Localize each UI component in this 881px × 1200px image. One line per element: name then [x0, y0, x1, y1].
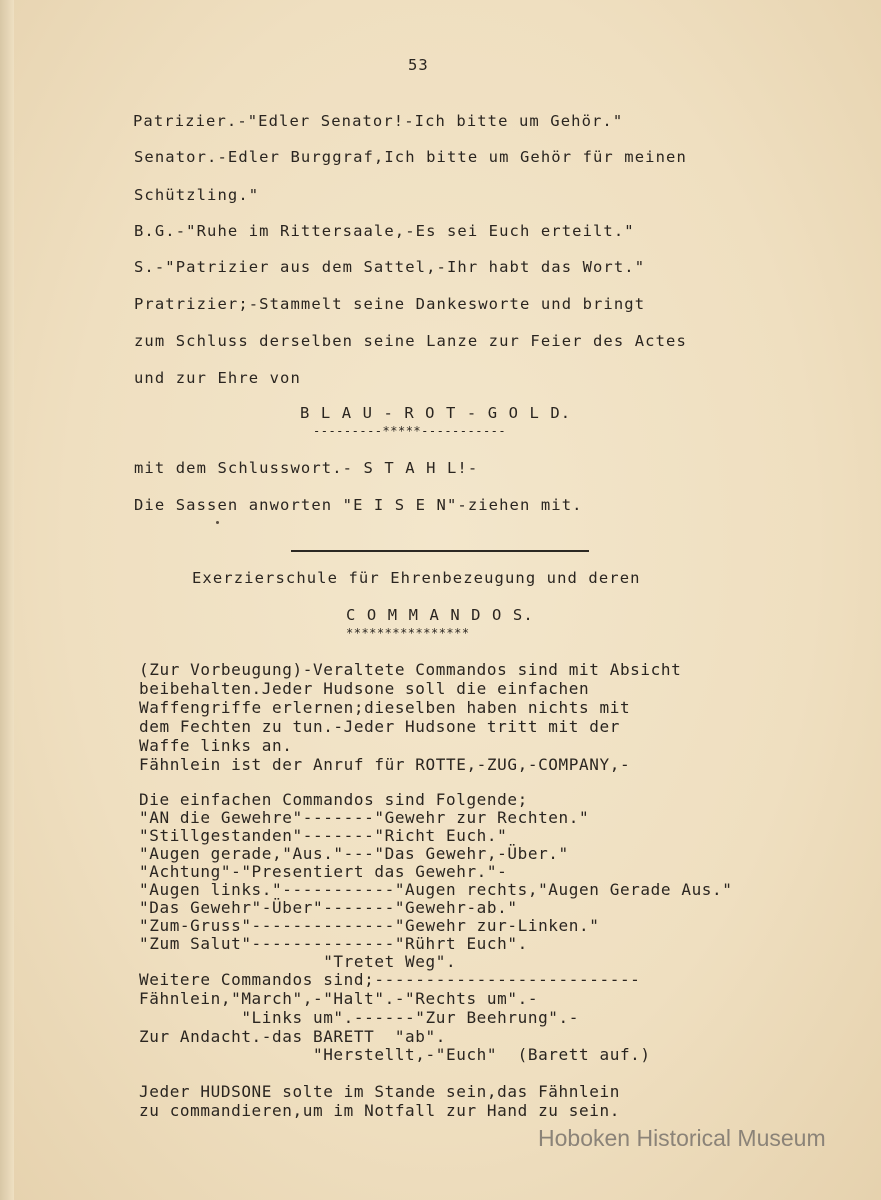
dialogue-line: Schützling." — [134, 186, 260, 204]
dialogue-line: und zur Ehre von — [134, 369, 301, 387]
dialogue-line: zum Schluss derselben seine Lanze zur Feier des Actes — [134, 332, 687, 350]
commands-line: zu commandieren,um im Notfall zur Hand zu sein. — [139, 1101, 620, 1120]
commands-line: Zur Andacht.-das BARETT "ab". — [139, 1027, 446, 1046]
commands-line: Fähnlein,"March",-"Halt".-"Rechts um".- — [139, 989, 539, 1008]
commands-line: Weitere Commandos sind;-------------------------- — [139, 970, 641, 989]
commands-line: Waffengriffe erlernen;dieselben haben nichts mit — [139, 698, 631, 717]
motto-heading: B L A U - R O T - G O L D. — [300, 404, 572, 422]
commands-line: "Stillgestanden"-------"Richt Euch." — [139, 826, 508, 845]
motto-underline: ---------*****----------- — [313, 424, 507, 438]
page-edge-shadow — [0, 0, 14, 1200]
commands-line: "Zum Salut"--------------"Rührt Euch". — [139, 934, 528, 953]
section-title: Exerzierschule für Ehrenbezeugung und deren — [192, 569, 641, 587]
commands-line: "Augen links."-----------"Augen rechts,"Augen Gerade Aus." — [139, 880, 733, 899]
commands-line: (Zur Vorbeugung)-Veraltete Commandos sind mit Absicht — [139, 660, 682, 679]
commands-line: "Herstellt,-"Euch" (Barett auf.) — [139, 1045, 651, 1064]
heading-underline: **************** — [346, 626, 470, 640]
commands-line: "Das Gewehr"-Über"-------"Gewehr-ab." — [139, 898, 518, 917]
commands-line: "Tretet Weg". — [139, 952, 457, 971]
closing-line: Die Sassen anworten "E I S E N"-ziehen mit. — [134, 496, 583, 514]
dialogue-line: B.G.-"Ruhe im Rittersaale,-Es sei Euch erteilt." — [134, 222, 635, 240]
dialogue-line: S.-"Patrizier aus dem Sattel,-Ihr habt das Wort." — [134, 258, 646, 276]
dialogue-line: Patrizier.-"Edler Senator!-Ich bitte um Gehör." — [133, 112, 624, 130]
commands-line: "Zum-Gruss"--------------"Gewehr zur-Linken." — [139, 916, 600, 935]
dialogue-line: Pratrizier;-Stammelt seine Dankesworte und bringt — [134, 295, 646, 313]
museum-watermark: Hoboken Historical Museum — [538, 1125, 826, 1151]
ink-speck — [216, 521, 219, 524]
section-heading: C O M M A N D O S. — [346, 606, 534, 624]
commands-line: beibehalten.Jeder Hudsone soll die einfachen — [139, 679, 590, 698]
section-divider — [291, 550, 589, 552]
dialogue-line: Senator.-Edler Burggraf,Ich bitte um Gehör für meinen — [134, 148, 687, 166]
commands-line: Fähnlein ist der Anruf für ROTTE,-ZUG,-COMPANY,- — [139, 755, 631, 774]
commands-line: dem Fechten zu tun.-Jeder Hudsone tritt mit der — [139, 717, 620, 736]
commands-line: "Augen gerade,"Aus."---"Das Gewehr,-Über." — [139, 844, 569, 863]
commands-line: Jeder HUDSONE solte im Stande sein,das Fähnlein — [139, 1082, 620, 1101]
commands-line: Waffe links an. — [139, 736, 293, 755]
page-number: 53 — [408, 56, 429, 74]
commands-line: "Links um".------"Zur Beehrung".- — [139, 1008, 580, 1027]
commands-line: "AN die Gewehre"-------"Gewehr zur Rechten." — [139, 808, 590, 827]
closing-line: mit dem Schlusswort.- S T A H L!- — [134, 459, 479, 477]
commands-line: "Achtung"-"Presentiert das Gewehr."- — [139, 862, 508, 881]
commands-line: Die einfachen Commandos sind Folgende; — [139, 790, 528, 809]
